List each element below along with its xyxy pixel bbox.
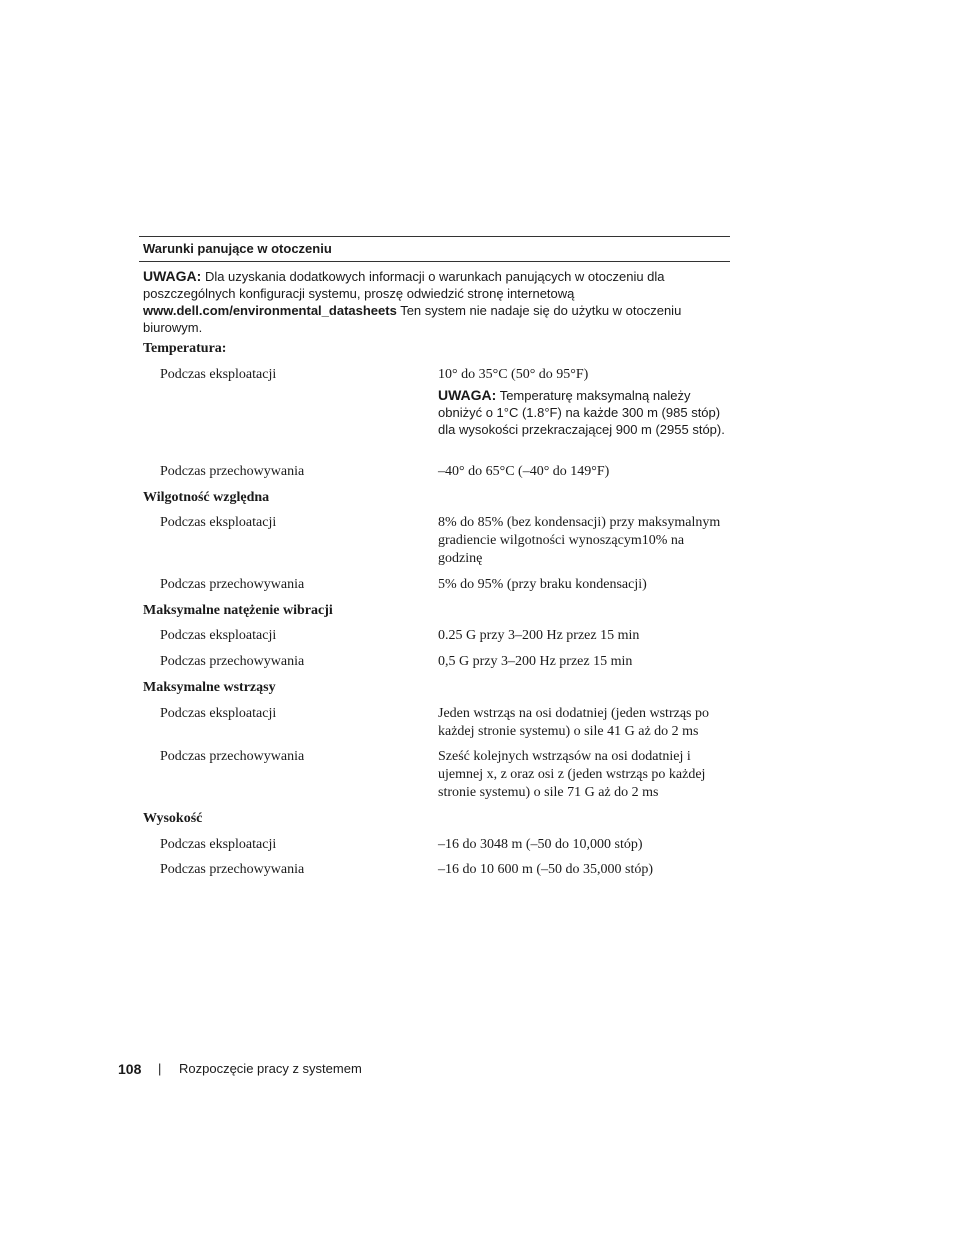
- row-value: –16 do 10 600 m (–50 do 35,000 stóp): [438, 862, 654, 877]
- row-value: Sześć kolejnych wstrząsów na osi dodatniej i ujemnej x, z oraz osi z (jeden wstrząs po każdej stronie systemu) o sile 71 G aż do 2 ms: [438, 749, 706, 800]
- temperature-operating-value: 10° do 35°C (50° do 95°F): [438, 367, 589, 382]
- row-label: Podczas przechowywania: [160, 577, 305, 592]
- section-title-shock: Maksymalne wstrząsy: [143, 680, 276, 695]
- table-heading: Warunki panujące w otoczeniu: [143, 241, 332, 256]
- row-value: –16 do 3048 m (–50 do 10,000 stóp): [438, 837, 643, 852]
- row-label: Podczas eksploatacji: [160, 706, 277, 721]
- row-value: 0,5 G przy 3–200 Hz przez 15 min: [438, 654, 633, 669]
- section-title-humidity: Wilgotność względna: [143, 490, 270, 505]
- note-text: Dla uzyskania dodatkowych informacji o warunkach panujących w otoczeniu dla poszczególnych konfiguracji systemu, proszę odwiedzić stronę internetową: [143, 269, 665, 301]
- row-label: Podczas eksploatacji: [160, 837, 277, 852]
- row-value: –40° do 65°C (–40° do 149°F): [438, 464, 610, 479]
- row-value: 8% do 85% (bez kondensacji) przy maksymalnym gradiencie wilgotności wynoszącym10% na godzinę: [438, 515, 721, 566]
- environment-table: [139, 236, 730, 340]
- section-title-altitude: Wysokość: [143, 811, 203, 826]
- row-label: Podczas przechowywania: [160, 862, 305, 877]
- row-label: Podczas przechowywania: [160, 749, 305, 764]
- temperature-note-text: Temperaturę maksymalną należy obniżyć o 1°C (1.8°F) na każde 300 m (985 stóp) dla wysokości przekraczającej 900 m (2955 stóp).: [438, 388, 725, 437]
- row-value: [438, 366, 730, 438]
- row-label: Podczas przechowywania: [160, 464, 305, 479]
- row-value: 0.25 G przy 3–200 Hz przez 15 min: [438, 628, 640, 643]
- section-title-temperature: Temperatura:: [143, 341, 227, 356]
- datasheet-url: www.dell.com/environmental_datasheets: [143, 303, 397, 318]
- note-text-end: Ten system nie nadaje się do użytku w otoczeniu biurowym.: [143, 303, 682, 335]
- row-label: Podczas przechowywania: [160, 654, 305, 669]
- row-value: 5% do 95% (przy braku kondensacji): [438, 577, 647, 592]
- row-label: Podczas eksploatacji: [160, 367, 277, 382]
- row-label: Podczas eksploatacji: [160, 515, 277, 530]
- row-value: Jeden wstrząs na osi dodatniej (jeden wstrząs po każdej stronie systemu) o sile 41 G aż do 2 ms: [438, 706, 709, 739]
- environment-note: [139, 262, 730, 340]
- section-title-vibration: Maksymalne natężenie wibracji: [143, 603, 333, 618]
- temperature-note: [438, 387, 730, 438]
- footer-separator: |: [158, 1061, 162, 1076]
- footer-title: Rozpoczęcie pracy z systemem: [179, 1061, 362, 1076]
- temperature-note-label: UWAGA:: [438, 387, 497, 403]
- page-number: 108: [118, 1061, 142, 1077]
- row-label: Podczas eksploatacji: [160, 628, 277, 643]
- note-label: UWAGA:: [143, 268, 202, 284]
